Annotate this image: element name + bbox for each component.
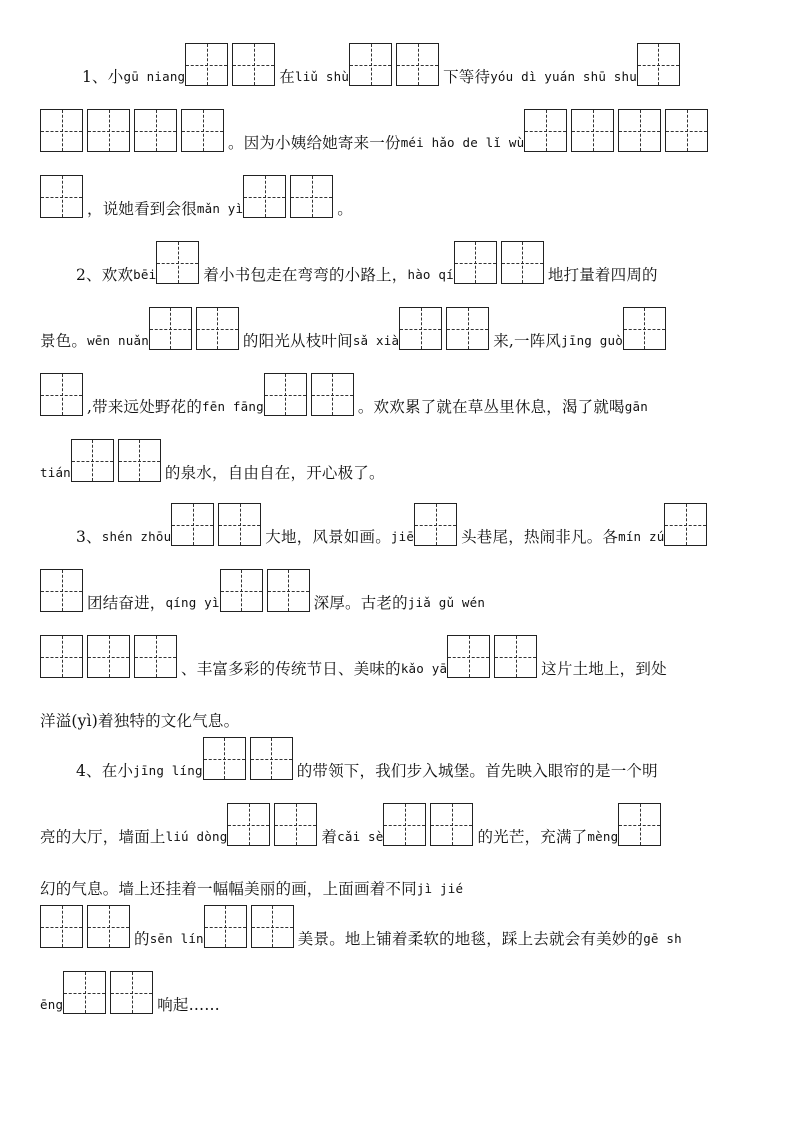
text-line <box>40 800 665 846</box>
pinyin-prompt: yóu dì yuán shū shu <box>490 69 637 84</box>
tianzige-cell[interactable] <box>181 109 224 152</box>
answer-box-group <box>227 803 321 846</box>
tianzige-cell[interactable] <box>71 439 114 482</box>
answer-box-group <box>40 569 87 612</box>
pinyin-prompt: méi hǎo de lǐ wù <box>400 135 525 150</box>
tianzige-cell[interactable] <box>40 569 83 612</box>
sentence-text: 来,一阵风 <box>493 332 562 350</box>
pinyin-prompt: gān <box>624 399 648 414</box>
tianzige-cell[interactable] <box>227 803 270 846</box>
tianzige-cell[interactable] <box>524 109 567 152</box>
pinyin-prompt: mèng <box>587 829 619 844</box>
text-line <box>40 968 220 1014</box>
sentence-text: 地打量着四周的 <box>547 266 658 284</box>
answer-box-group <box>383 803 477 846</box>
answer-box-group <box>447 635 541 678</box>
tianzige-cell[interactable] <box>501 241 544 284</box>
pinyin-prompt: bēi <box>133 267 157 282</box>
answer-box-group <box>454 241 548 284</box>
sentence-text: 、丰富多彩的传统节日、美味的 <box>181 660 401 678</box>
tianzige-cell[interactable] <box>446 307 489 350</box>
sentence-text: 这片土地上，到处 <box>541 660 667 678</box>
answer-box-group <box>349 43 443 86</box>
answer-box-group <box>40 635 181 678</box>
sentence-text: 团结奋进， <box>87 594 166 612</box>
tianzige-cell[interactable] <box>447 635 490 678</box>
answer-box-group <box>185 43 279 86</box>
answer-box-group <box>399 307 493 350</box>
pinyin-prompt: gē sh <box>643 931 682 946</box>
text-line <box>40 902 682 948</box>
tianzige-cell[interactable] <box>40 175 83 218</box>
tianzige-cell[interactable] <box>203 737 246 780</box>
sentence-text: 3、 <box>76 528 102 546</box>
pinyin-prompt: jiǎ gǔ wén <box>407 595 486 610</box>
answer-box-group <box>71 439 165 482</box>
text-line <box>40 684 239 730</box>
answer-box-group <box>63 971 157 1014</box>
pinyin-prompt: fēn fāng <box>202 399 264 414</box>
pinyin-prompt: ēng <box>40 997 64 1012</box>
text-line <box>40 852 463 898</box>
answer-box-group <box>40 373 87 416</box>
tianzige-cell[interactable] <box>243 175 286 218</box>
answer-box-group <box>264 373 358 416</box>
tianzige-cell[interactable] <box>637 43 680 86</box>
pinyin-prompt: mǎn yì <box>196 201 244 216</box>
answer-box-group <box>40 109 228 152</box>
text-line <box>76 238 658 284</box>
sentence-text: ，说她看到会很 <box>87 200 197 218</box>
tianzige-cell[interactable] <box>430 803 473 846</box>
answer-box-group <box>40 175 87 218</box>
pinyin-prompt: shén zhōu <box>101 529 172 544</box>
tianzige-cell[interactable] <box>618 109 661 152</box>
tianzige-cell[interactable] <box>118 439 161 482</box>
sentence-text: 的泉水，自由自在，开心极了。 <box>164 464 385 482</box>
tianzige-cell[interactable] <box>149 307 192 350</box>
sentence-text: 着 <box>321 828 338 846</box>
sentence-text: 的光芒，充满了 <box>477 828 588 846</box>
sentence-text: 的 <box>134 930 150 948</box>
pinyin-prompt: sǎ xià <box>352 333 400 348</box>
tianzige-cell[interactable] <box>40 109 83 152</box>
sentence-text: 。 <box>337 200 353 218</box>
answer-box-group <box>664 503 711 546</box>
pinyin-prompt: wēn nuǎn <box>87 333 149 348</box>
answer-box-group <box>203 737 297 780</box>
tianzige-cell[interactable] <box>665 109 708 152</box>
answer-box-group <box>618 803 665 846</box>
tianzige-cell[interactable] <box>87 109 130 152</box>
answer-box-group <box>171 503 265 546</box>
answer-box-group <box>524 109 712 152</box>
sentence-text: 景色。 <box>40 332 88 350</box>
pinyin-prompt: jiē <box>390 529 415 544</box>
pinyin-prompt: liú dòng <box>165 829 228 844</box>
tianzige-cell[interactable] <box>87 905 130 948</box>
text-line <box>76 734 658 780</box>
pinyin-prompt: sēn lín <box>149 931 204 946</box>
tianzige-cell[interactable] <box>185 43 228 86</box>
sentence-text: ,带来远处野花的 <box>87 398 203 416</box>
text-line <box>40 304 670 350</box>
answer-box-group <box>204 905 298 948</box>
sentence-text: 洋溢(yì)着独特的文化气息。 <box>40 712 240 730</box>
pinyin-prompt: jīng líng <box>133 763 203 778</box>
text-line <box>40 632 667 678</box>
tianzige-cell[interactable] <box>134 109 177 152</box>
tianzige-cell[interactable] <box>204 905 247 948</box>
sentence-text: 美景。地上铺着柔软的地毯，踩上去就会有美妙的 <box>297 930 644 948</box>
tianzige-cell[interactable] <box>40 905 83 948</box>
tianzige-cell[interactable] <box>664 503 707 546</box>
text-line <box>40 436 385 482</box>
answer-box-group <box>156 241 203 284</box>
tianzige-cell[interactable] <box>290 175 333 218</box>
pinyin-prompt: tián <box>40 465 71 480</box>
tianzige-cell[interactable] <box>349 43 392 86</box>
text-line <box>76 500 711 546</box>
pinyin-prompt: cǎi sè <box>337 829 384 844</box>
pinyin-prompt: qíng yì <box>165 595 220 610</box>
answer-box-group <box>220 569 314 612</box>
tianzige-cell[interactable] <box>250 737 293 780</box>
answer-box-group <box>149 307 243 350</box>
answer-box-group <box>623 307 670 350</box>
tianzige-cell[interactable] <box>196 307 239 350</box>
tianzige-cell[interactable] <box>454 241 497 284</box>
pinyin-prompt: liǔ shù <box>294 69 350 84</box>
tianzige-cell[interactable] <box>623 307 666 350</box>
sentence-text: 。欢欢累了就在草丛里休息，渴了就喝 <box>357 398 625 416</box>
sentence-text: 头巷尾，热闹非凡。各 <box>461 528 619 546</box>
pinyin-prompt: jīng guò <box>561 333 623 348</box>
text-line <box>40 566 485 612</box>
tianzige-cell[interactable] <box>251 905 294 948</box>
tianzige-cell[interactable] <box>399 307 442 350</box>
pinyin-prompt: kǎo yā <box>400 661 448 676</box>
text-line <box>82 40 684 86</box>
answer-box-group <box>243 175 337 218</box>
tianzige-cell[interactable] <box>311 373 354 416</box>
sentence-text: 响起…… <box>157 996 220 1014</box>
tianzige-cell[interactable] <box>232 43 275 86</box>
tianzige-cell[interactable] <box>40 373 83 416</box>
tianzige-cell[interactable] <box>134 635 177 678</box>
tianzige-cell[interactable] <box>396 43 439 86</box>
tianzige-cell[interactable] <box>414 503 457 546</box>
sentence-text: 4、在小 <box>76 762 134 780</box>
sentence-text: 2、欢欢 <box>76 266 134 284</box>
text-line <box>40 172 353 218</box>
tianzige-cell[interactable] <box>87 635 130 678</box>
sentence-text: 深厚。古老的 <box>313 594 408 612</box>
sentence-text: 幻的气息。墙上还挂着一幅幅美丽的画，上面画着不同 <box>40 880 417 898</box>
tianzige-cell[interactable] <box>218 503 261 546</box>
sentence-text: 亮的大厅，墙面上 <box>40 828 166 846</box>
tianzige-cell[interactable] <box>171 503 214 546</box>
tianzige-cell[interactable] <box>571 109 614 152</box>
sentence-text: 下等待 <box>443 68 491 86</box>
answer-box-group <box>40 905 134 948</box>
pinyin-prompt: jì jié <box>416 881 464 896</box>
tianzige-cell[interactable] <box>156 241 199 284</box>
tianzige-cell[interactable] <box>40 635 83 678</box>
answer-box-group <box>414 503 461 546</box>
pinyin-prompt: mín zú <box>618 529 665 544</box>
answer-box-group <box>637 43 684 86</box>
sentence-text: 大地，风景如画。 <box>265 528 391 546</box>
sentence-text: 。因为小姨给她寄来一份 <box>228 134 401 152</box>
tianzige-cell[interactable] <box>264 373 307 416</box>
tianzige-cell[interactable] <box>274 803 317 846</box>
tianzige-cell[interactable] <box>383 803 426 846</box>
text-line <box>40 106 712 152</box>
tianzige-cell[interactable] <box>494 635 537 678</box>
sentence-text: 1、小 <box>82 68 124 86</box>
tianzige-cell[interactable] <box>63 971 106 1014</box>
sentence-text: 在 <box>279 68 295 86</box>
sentence-text: 着小书包走在弯弯的小路上， <box>203 266 408 284</box>
sentence-text: 的阳光从枝叶间 <box>242 332 353 350</box>
pinyin-prompt: gū niang <box>123 69 186 84</box>
tianzige-cell[interactable] <box>618 803 661 846</box>
tianzige-cell[interactable] <box>220 569 263 612</box>
tianzige-cell[interactable] <box>267 569 310 612</box>
tianzige-cell[interactable] <box>110 971 153 1014</box>
text-line <box>40 370 648 416</box>
sentence-text: 的带领下，我们步入城堡。首先映入眼帘的是一个明 <box>296 762 658 780</box>
pinyin-prompt: hào qí <box>407 267 454 282</box>
